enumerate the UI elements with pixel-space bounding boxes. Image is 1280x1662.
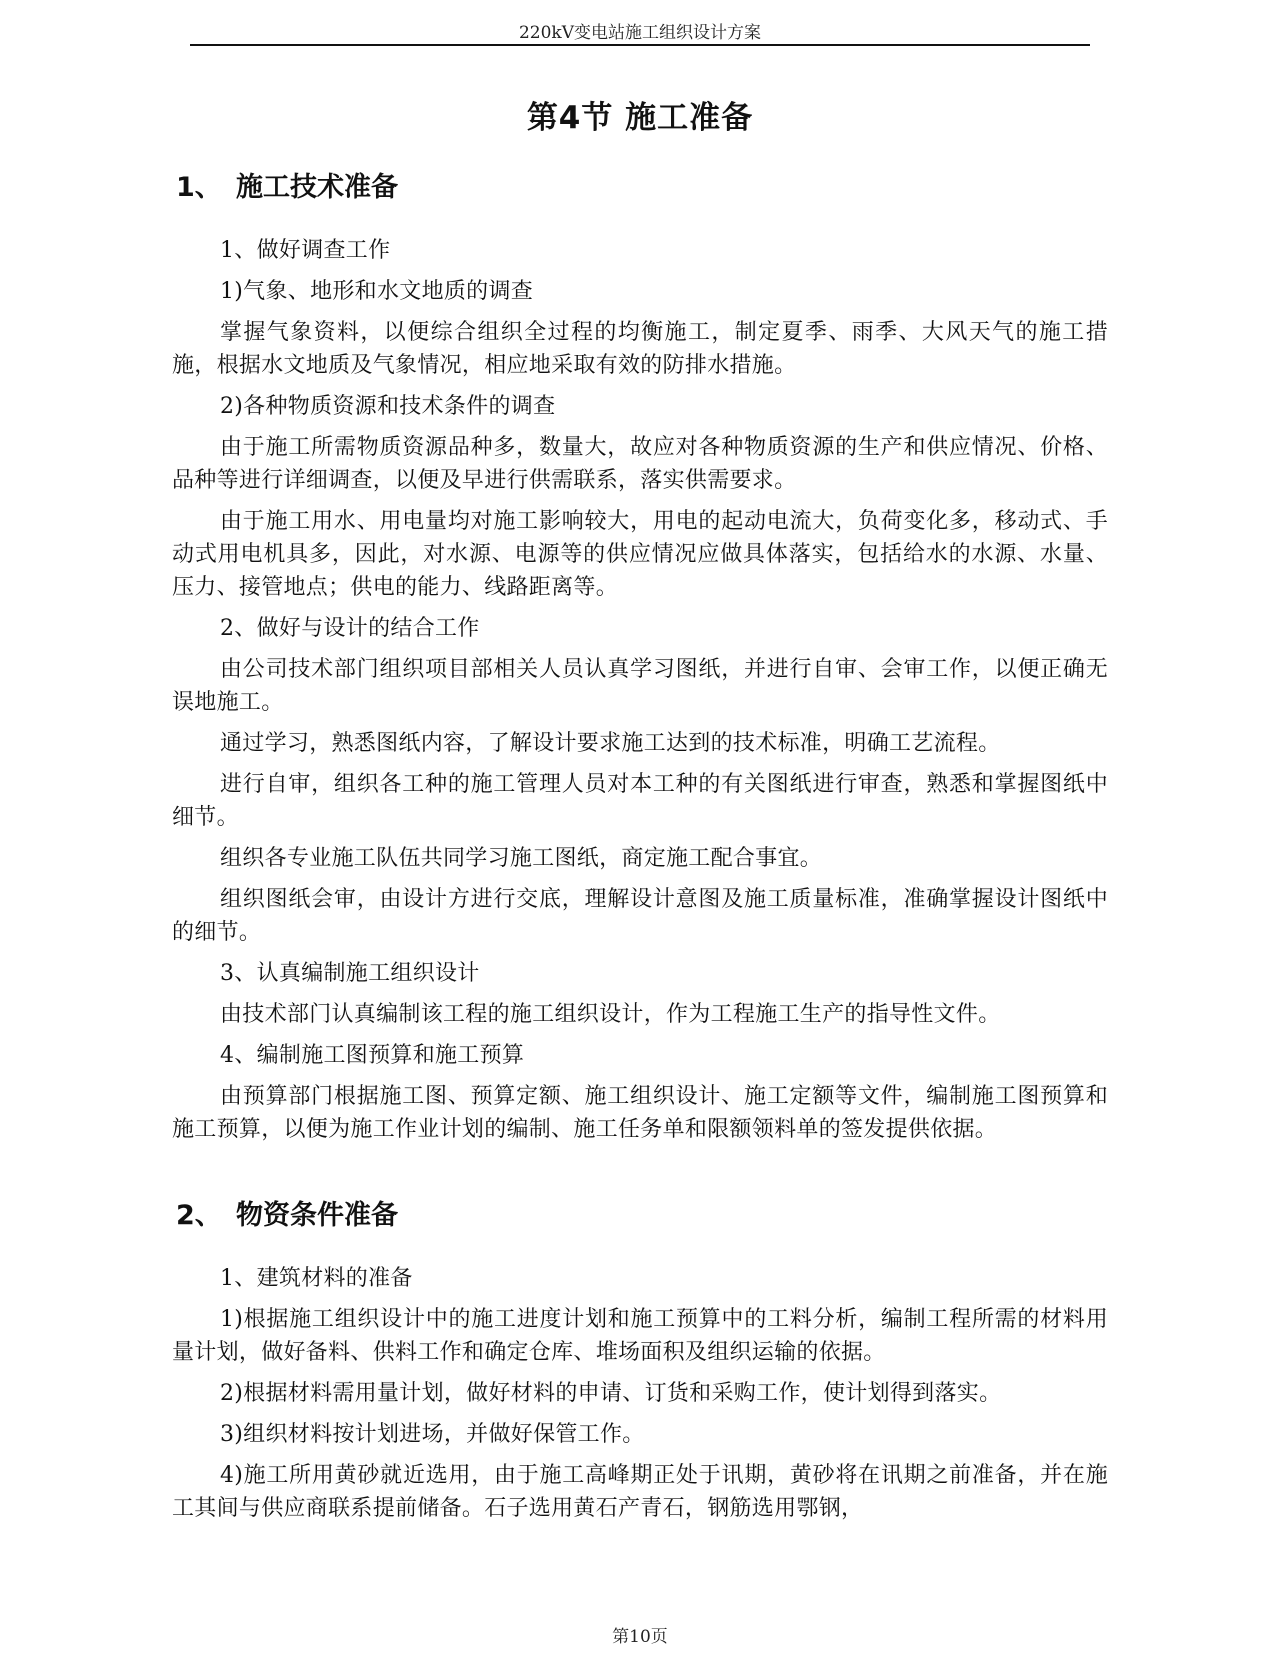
header-rule	[190, 44, 1090, 46]
paragraph: 1、做好调查工作	[220, 238, 391, 263]
paragraph: 2)各种物质资源和技术条件的调查	[220, 394, 556, 419]
paragraph: 4、编制施工图预算和施工预算	[220, 1043, 525, 1068]
paragraph: 由公司技术部门组织项目部相关人员认真学习图纸，并进行自审、会审工作，以便正确无误地施工。	[172, 657, 1108, 715]
paragraph: 2、做好与设计的结合工作	[220, 616, 480, 641]
paragraph: 进行自审，组织各工种的施工管理人员对本工种的有关图纸进行审查，熟悉和掌握图纸中细节。	[172, 772, 1108, 830]
heading-material-preparation	[176, 1198, 1108, 1234]
paragraph: 由技术部门认真编制该工程的施工组织设计，作为工程施工生产的指导性文件。	[220, 1002, 1001, 1027]
paragraph: 由于施工用水、用电量均对施工影响较大，用电的起动电流大，负荷变化多，移动式、手动式用电机具多，因此，对水源、电源等的供应情况应做具体落实，包括给水的水源、水量、压力、接管地点；供电的能力、线路距离等。	[172, 509, 1108, 600]
paragraph: 1、建筑材料的准备	[220, 1266, 413, 1291]
page-body	[172, 170, 1108, 1533]
paragraph: 1)根据施工组织设计中的施工进度计划和施工预算中的工料分析，编制工程所需的材料用量计划，做好备料、供料工作和确定仓库、堆场面积及组织运输的依据。	[172, 1307, 1108, 1365]
heading-number: 1、	[176, 172, 222, 203]
paragraph: 3)组织材料按计划进场，并做好保管工作。	[220, 1422, 645, 1447]
paragraph: 2)根据材料需用量计划，做好材料的申请、订货和采购工作，使计划得到落实。	[220, 1381, 1002, 1406]
paragraph: 3、认真编制施工组织设计	[220, 961, 480, 986]
paragraph: 由预算部门根据施工图、预算定额、施工组织设计、施工定额等文件，编制施工图预算和施工预算，以便为施工作业计划的编制、施工任务单和限额领料单的签发提供依据。	[172, 1084, 1108, 1142]
paragraph: 1)气象、地形和水文地质的调查	[220, 279, 534, 304]
paragraph: 组织图纸会审，由设计方进行交底，理解设计意图及施工质量标准，准确掌握设计图纸中的细节。	[172, 887, 1108, 945]
paragraph: 组织各专业施工队伍共同学习施工图纸，商定施工配合事宜。	[220, 846, 823, 871]
paragraph: 通过学习，熟悉图纸内容，了解设计要求施工达到的技术标准，明确工艺流程。	[220, 731, 1001, 756]
running-header: 220kV变电站施工组织设计方案	[518, 23, 762, 43]
paragraph: 4)施工所用黄砂就近选用，由于施工高峰期正处于讯期，黄砂将在讯期之前准备，并在施工其间与供应商联系提前储备。石子选用黄石产青石，钢筋选用鄂钢，	[172, 1463, 1108, 1521]
heading-technical-preparation	[176, 170, 1108, 206]
paragraph: 由于施工所需物质资源品种多，数量大，故应对各种物质资源的生产和供应情况、价格、品种等进行详细调查，以便及早进行供需联系，落实供需要求。	[172, 435, 1108, 493]
heading-number: 2、	[176, 1200, 222, 1231]
section-title: 第4节 施工准备	[526, 100, 754, 136]
heading-text: 物资条件准备	[236, 1200, 398, 1231]
paragraph: 掌握气象资料，以便综合组织全过程的均衡施工，制定夏季、雨季、大风天气的施工措施，根据水文地质及气象情况，相应地采取有效的防排水措施。	[172, 320, 1108, 378]
page-number: 第10页	[612, 1627, 668, 1647]
heading-text: 施工技术准备	[236, 172, 398, 203]
